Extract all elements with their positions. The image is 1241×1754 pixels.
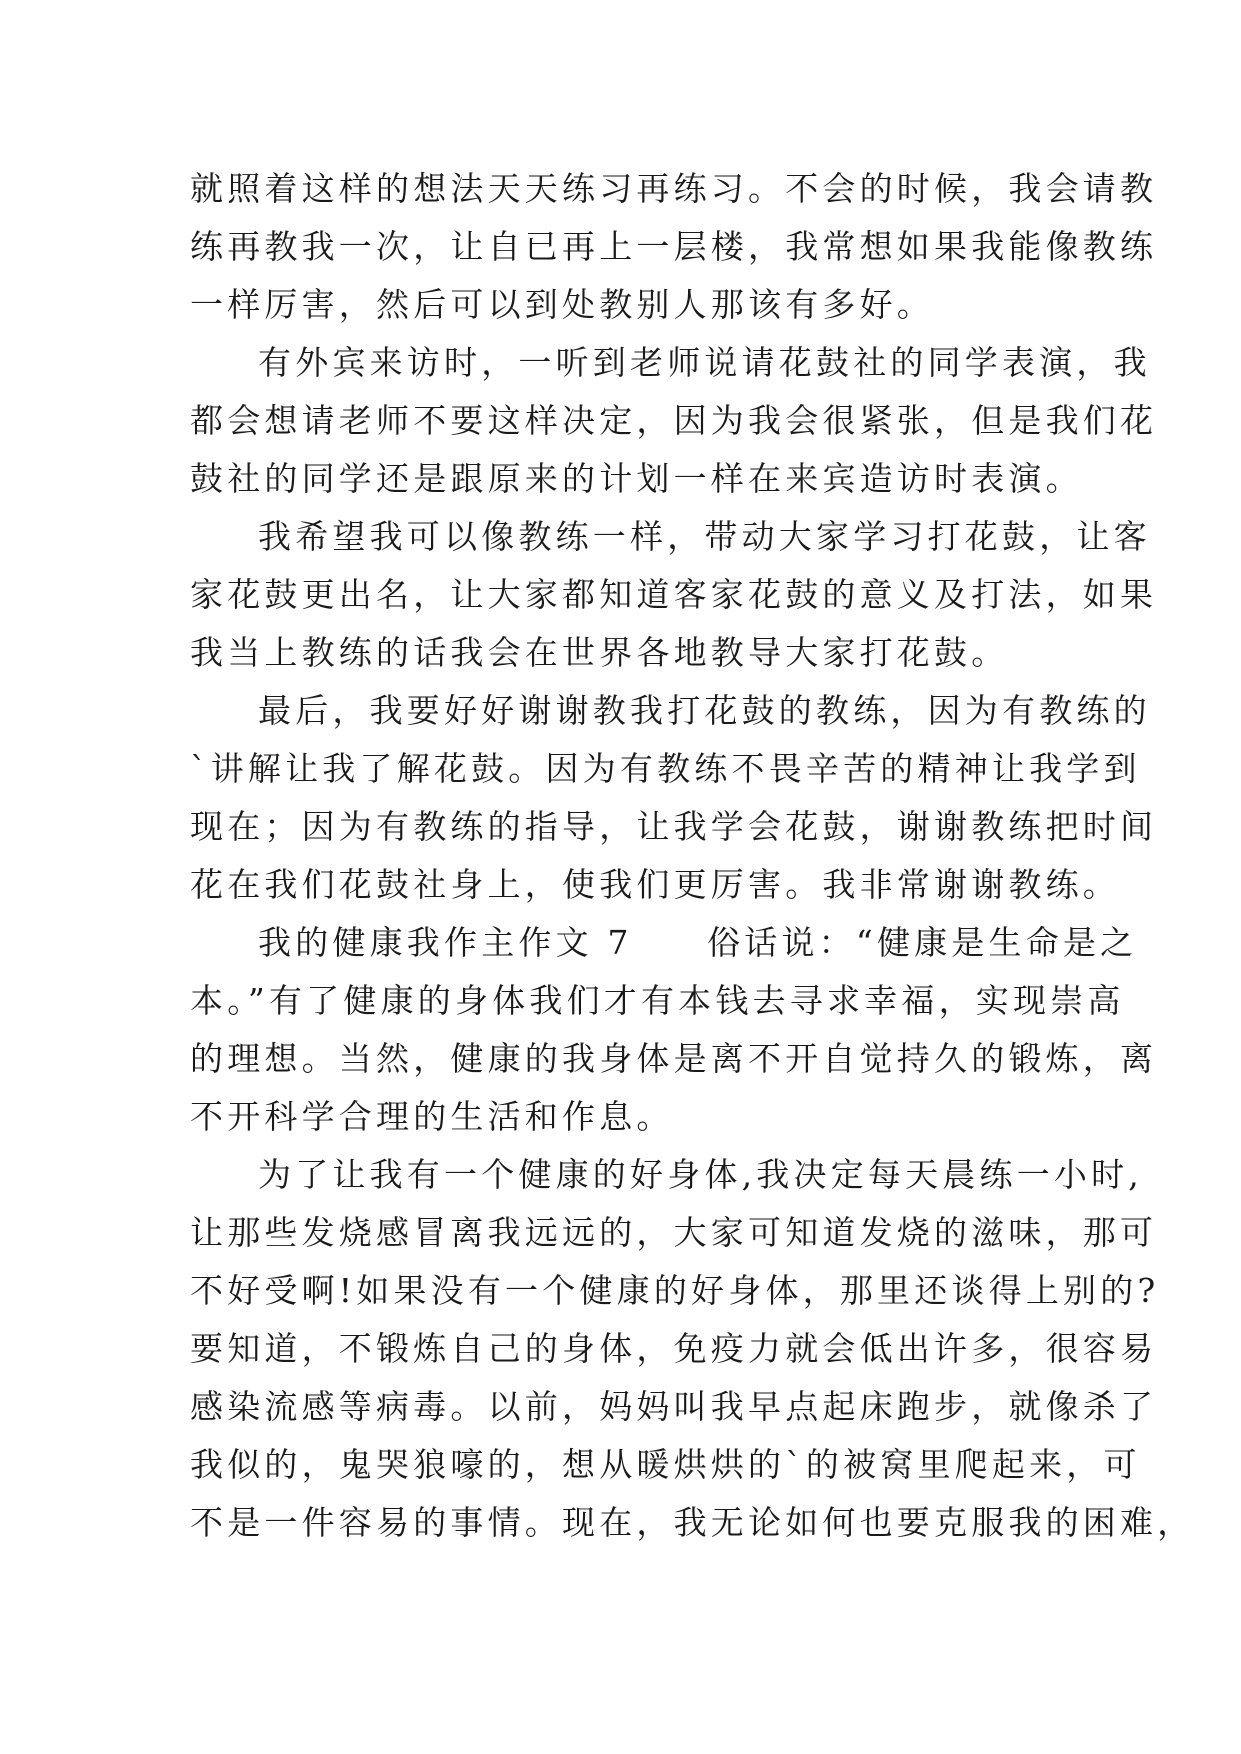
- paragraph-first-line: 有外宾来访时，一听到老师说请花鼓社的同学表演，我: [258, 343, 1151, 382]
- text-line: 花在我们花鼓社身上，使我们更厉害。我非常谢谢教练。: [190, 865, 1120, 904]
- paragraph-first-line: 我的健康我作主作文 7 俗话说：“健康是生命是之: [258, 923, 1138, 962]
- text-line: 现在；因为有教练的指导，让我学会花鼓，谢谢教练把时间: [190, 807, 1158, 846]
- text-line: 我当上教练的话我会在世界各地教导大家打花鼓。: [190, 633, 1009, 672]
- paragraph-first-line: 我希望我可以像教练一样，带动大家学习打花鼓，让客: [258, 517, 1151, 556]
- text-line: `讲解让我了解花鼓。因为有教练不畏辛苦的精神让我学到: [190, 749, 1141, 788]
- text-line: 一样厉害，然后可以到处教别人那该有多好。: [190, 285, 934, 324]
- paragraph-first-line: 最后，我要好好谢谢教我打花鼓的教练，因为有教练的: [258, 691, 1151, 730]
- text-line: 练再教我一次，让自已再上一层楼，我常想如果我能像教练: [190, 227, 1158, 266]
- text-line: 家花鼓更出名，让大家都知道客家花鼓的意义及打法，如果: [190, 575, 1158, 614]
- text-line: 我似的，鬼哭狼嚎的，想从暖烘烘的`的被窝里爬起来，可: [190, 1445, 1141, 1484]
- text-line: 感染流感等病毒。以前，妈妈叫我早点起床跑步，就像杀了: [190, 1387, 1158, 1426]
- text-line: 鼓社的同学还是跟原来的计划一样在来宾造访时表演。: [190, 459, 1083, 498]
- text-line: 都会想请老师不要这样决定，因为我会很紧张，但是我们花: [190, 401, 1158, 440]
- text-line: 让那些发烧感冒离我远远的，大家可知道发烧的滋味，那可: [190, 1213, 1158, 1252]
- text-line: 要知道，不锻炼自己的身体，免疫力就会低出许多，很容易: [190, 1329, 1158, 1368]
- paragraph-first-line: 为了让我有一个健康的好身体,我决定每天晨练一小时,: [258, 1155, 1143, 1194]
- text-line: 不是一件容易的事情。现在，我无论如何也要克服我的困难，: [190, 1503, 1195, 1542]
- body-text: [190, 160, 1195, 1552]
- text-line: 就照着这样的想法天天练习再练习。不会的时候，我会请教: [190, 169, 1158, 208]
- text-line: 不开科学合理的生活和作息。: [190, 1097, 674, 1136]
- text-line: 的理想。当然，健康的我身体是离不开自觉持久的锻炼，离: [190, 1039, 1158, 1078]
- text-line: 本。”有了健康的身体我们才有本钱去寻求幸福，实现崇高: [190, 981, 1125, 1020]
- text-line: 不好受啊!如果没有一个健康的好身体，那里还谈得上别的?: [190, 1271, 1160, 1310]
